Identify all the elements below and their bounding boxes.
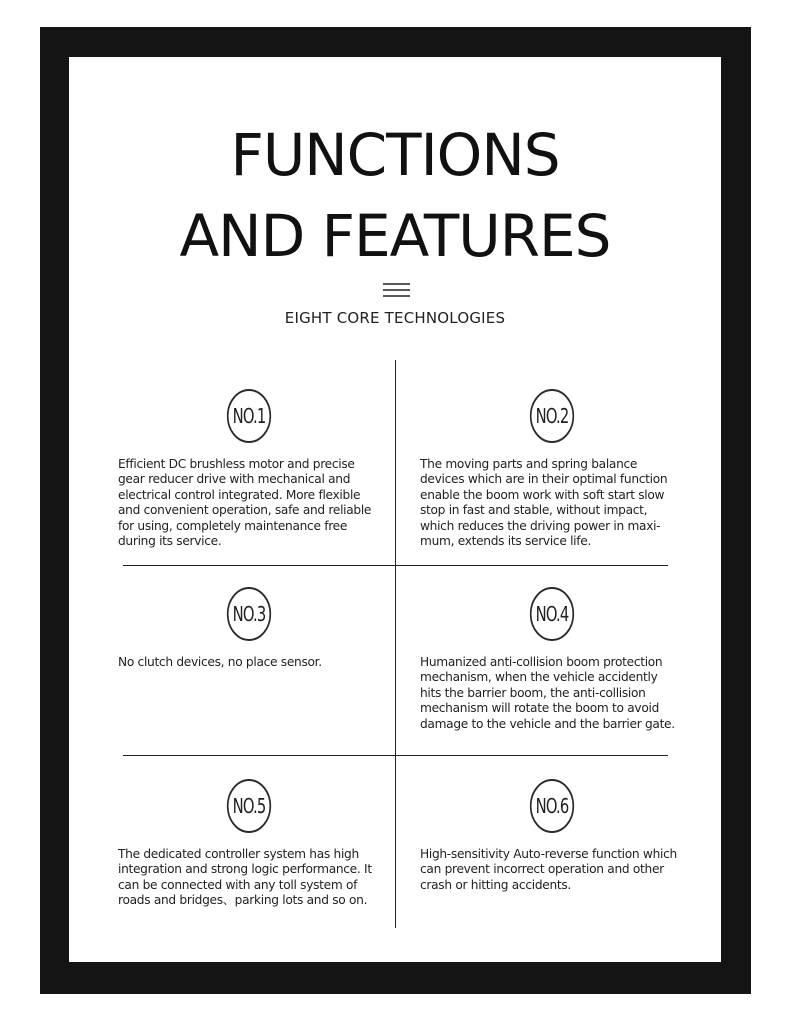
feature-text-3: No clutch devices, no place sensor. [118, 655, 322, 669]
feature-badge-5: NO.5 [227, 779, 271, 833]
feature-badge-1: NO.1 [227, 389, 271, 443]
grid-horizontal-divider-1 [123, 565, 668, 566]
feature-text-2: The moving parts and spring balance devices which are in their optimal function enable the boom work with soft start slow stop in fast and stable, without impact, which reduces the driving power in maxi- mum, extends its service life. [420, 457, 668, 549]
page-subtitle: EIGHT CORE TECHNOLOGIES [284, 309, 506, 327]
menu-icon [383, 282, 410, 298]
feature-badge-6: NO.6 [530, 779, 574, 833]
feature-badge-4: NO.4 [530, 587, 574, 641]
feature-badge-2: NO.2 [530, 389, 574, 443]
grid-horizontal-divider-2 [123, 755, 668, 756]
feature-text-5: The dedicated controller system has high integration and strong logic performance. It can be connected with any toll system of roads and bridges、parking lots and so on. [118, 847, 372, 908]
feature-text-1: Efficient DC brushless motor and precise gear reducer drive with mechanical and electrical control integrated. More flexible and convenient operation, safe and reliable for using, completely maintenance free during its service. [118, 457, 372, 549]
feature-text-6: High-sensitivity Auto-reverse function which can prevent incorrect operation and other crash or hitting accidents. [420, 847, 677, 892]
grid-vertical-divider [395, 360, 396, 928]
feature-text-4: Humanized anti-collision boom protection mechanism, when the vehicle accidently hits the barrier boom, the anti-collision mechanism will rotate the boom to avoid damage to the vehicle and the barrier gate. [420, 655, 675, 731]
feature-badge-3: NO.3 [227, 587, 271, 641]
page-title-line-2: AND FEATURES [179, 202, 611, 270]
page-title-line-1: FUNCTIONS [230, 121, 560, 189]
